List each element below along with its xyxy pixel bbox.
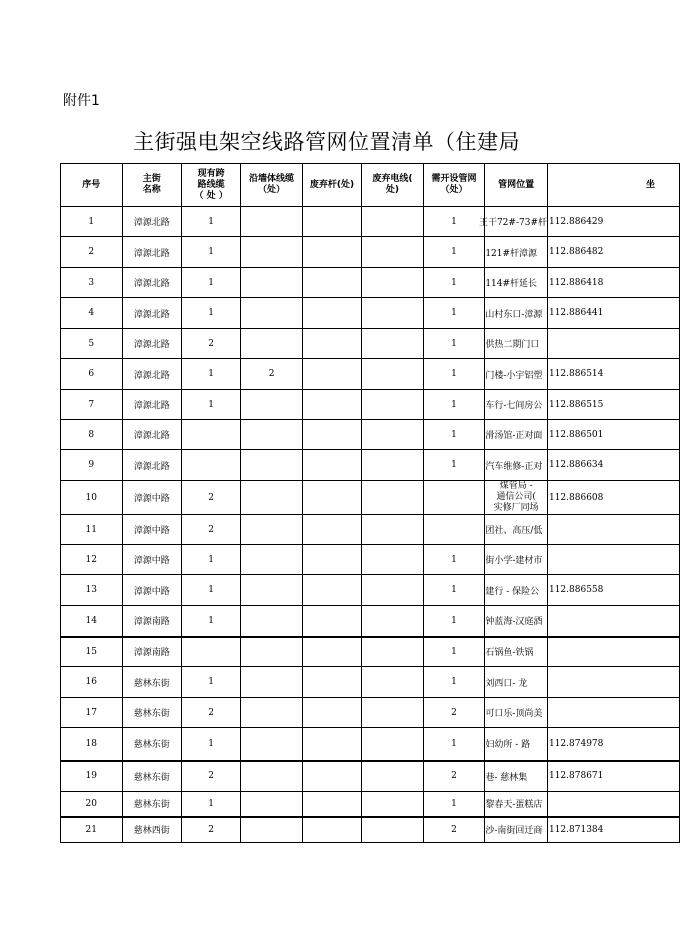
header-pipe-location: 管网位置 xyxy=(485,164,548,207)
cell-abandoned-wires xyxy=(362,667,424,698)
table-row xyxy=(61,450,680,481)
cell-coordinates: 112.886558 xyxy=(547,575,679,606)
cell-pipe-location: 供热二期门口 xyxy=(485,329,548,359)
cell-wall-cables xyxy=(241,298,303,329)
cell-abandoned-wires xyxy=(362,761,424,792)
cell-serial: 19 xyxy=(61,761,123,792)
cell-wall-cables xyxy=(241,268,303,298)
cell-coordinates: 112.886418 xyxy=(547,268,679,298)
cell-abandoned-wires xyxy=(362,450,424,481)
cell-pipe-location: 滑汤馆-正对面 xyxy=(485,420,548,450)
cell-pipes-needed: 1 xyxy=(423,667,485,698)
cell-abandoned-poles xyxy=(302,761,361,792)
cell-pipe-location: 山村东口-漳源 xyxy=(485,298,548,329)
cell-pipes-needed: 1 xyxy=(423,606,485,637)
cell-street: 漳源中路 xyxy=(122,545,181,575)
cell-abandoned-poles xyxy=(302,698,361,728)
cell-pipe-location: 钟蓝海-汉庭酒 xyxy=(485,606,548,637)
header-serial: 序号 xyxy=(61,164,123,207)
cell-serial: 16 xyxy=(61,667,123,698)
header-pipes-needed: 需开设管网 （处） xyxy=(423,164,485,207)
cell-wall-cables xyxy=(241,329,303,359)
cell-coordinates: 112.886515 xyxy=(547,390,679,420)
cell-wall-cables xyxy=(241,207,303,237)
cell-abandoned-poles xyxy=(302,545,361,575)
cell-abandoned-poles xyxy=(302,450,361,481)
cell-cross-cables: 1 xyxy=(181,728,240,761)
cell-abandoned-poles xyxy=(302,728,361,761)
cell-abandoned-poles xyxy=(302,329,361,359)
header-row xyxy=(61,164,680,207)
cell-wall-cables xyxy=(241,575,303,606)
cell-pipe-location: 可口乐-顶尚美 xyxy=(485,698,548,728)
cell-serial: 1 xyxy=(61,207,123,237)
cell-wall-cables xyxy=(241,545,303,575)
cell-cross-cables: 1 xyxy=(181,390,240,420)
cell-street: 漳源南路 xyxy=(122,606,181,637)
cell-wall-cables xyxy=(241,515,303,545)
table-row xyxy=(61,575,680,606)
cell-street: 漳源北路 xyxy=(122,390,181,420)
cell-coordinates xyxy=(547,515,679,545)
header-street: 主街 名称 xyxy=(122,164,181,207)
cell-abandoned-poles xyxy=(302,390,361,420)
cell-serial: 4 xyxy=(61,298,123,329)
cell-pipes-needed: 1 xyxy=(423,237,485,268)
table-row xyxy=(61,817,680,843)
cell-cross-cables: 1 xyxy=(181,545,240,575)
cell-street: 漳源北路 xyxy=(122,450,181,481)
cell-coordinates: 112.886608 xyxy=(547,481,679,515)
cell-coordinates xyxy=(547,792,679,817)
cell-cross-cables: 1 xyxy=(181,575,240,606)
cell-cross-cables: 1 xyxy=(181,606,240,637)
cell-pipe-location: 街小学-建材市 xyxy=(485,545,548,575)
cell-cross-cables: 1 xyxy=(181,268,240,298)
cell-cross-cables: 2 xyxy=(181,329,240,359)
cell-pipes-needed: 1 xyxy=(423,792,485,817)
table-row xyxy=(61,515,680,545)
cell-serial: 5 xyxy=(61,329,123,359)
attachment-label: 附件1 xyxy=(63,93,100,109)
cell-pipe-location: 石锅鱼-铁锅 xyxy=(485,637,548,667)
cell-street: 漳源北路 xyxy=(122,237,181,268)
cell-coordinates: 112.886514 xyxy=(547,359,679,390)
cell-pipe-location: 121#杆漳源 xyxy=(485,237,548,268)
table-row xyxy=(61,606,680,637)
cell-abandoned-wires xyxy=(362,606,424,637)
document-title: 主街强电架空线路管网位置清单（住建局 xyxy=(133,130,520,154)
cell-street: 慈林东街 xyxy=(122,667,181,698)
cell-wall-cables xyxy=(241,420,303,450)
cell-pipes-needed: 1 xyxy=(423,359,485,390)
cell-wall-cables: 2 xyxy=(241,359,303,390)
cell-pipe-location: 门楼-小宇铝塑 xyxy=(485,359,548,390)
cell-pipe-location: 煤管局 - 通信公司( 实修厂同场 xyxy=(485,481,548,515)
cell-wall-cables xyxy=(241,606,303,637)
cell-coordinates: 112.878671 xyxy=(547,761,679,792)
cell-pipes-needed: 2 xyxy=(423,698,485,728)
cell-coordinates: 112.886482 xyxy=(547,237,679,268)
cell-coordinates xyxy=(547,545,679,575)
cell-street: 慈林东街 xyxy=(122,792,181,817)
table-row xyxy=(61,637,680,667)
cell-wall-cables xyxy=(241,390,303,420)
cell-abandoned-wires xyxy=(362,359,424,390)
cell-abandoned-wires xyxy=(362,420,424,450)
cell-wall-cables xyxy=(241,481,303,515)
cell-abandoned-poles xyxy=(302,575,361,606)
cell-abandoned-wires xyxy=(362,207,424,237)
cell-street: 漳源北路 xyxy=(122,207,181,237)
cell-abandoned-wires xyxy=(362,268,424,298)
header-cross-cables: 现有跨 路线缆 （ 处 ） xyxy=(181,164,240,207)
cell-abandoned-poles xyxy=(302,359,361,390)
cell-abandoned-wires xyxy=(362,481,424,515)
table-row xyxy=(61,698,680,728)
cell-abandoned-wires xyxy=(362,515,424,545)
cell-street: 漳源北路 xyxy=(122,359,181,390)
cell-abandoned-wires xyxy=(362,792,424,817)
inventory-sheet xyxy=(60,163,655,840)
table-row xyxy=(61,268,680,298)
table-row xyxy=(61,667,680,698)
cell-abandoned-wires xyxy=(362,329,424,359)
cell-abandoned-wires xyxy=(362,298,424,329)
cell-wall-cables xyxy=(241,761,303,792)
cell-pipes-needed: 1 xyxy=(423,637,485,667)
cell-coordinates xyxy=(547,667,679,698)
cell-coordinates xyxy=(547,606,679,637)
cell-street: 慈林西街 xyxy=(122,817,181,843)
cell-pipe-location: 114#杆延长 xyxy=(485,268,548,298)
cell-coordinates xyxy=(547,329,679,359)
cell-abandoned-poles xyxy=(302,268,361,298)
header-abandoned-wires: 废弃电线( 处) xyxy=(362,164,424,207)
cell-abandoned-poles xyxy=(302,207,361,237)
cell-serial: 21 xyxy=(61,817,123,843)
cell-cross-cables: 1 xyxy=(181,207,240,237)
cell-pipes-needed xyxy=(423,481,485,515)
cell-wall-cables xyxy=(241,792,303,817)
cell-pipes-needed: 1 xyxy=(423,728,485,761)
cell-cross-cables: 2 xyxy=(181,515,240,545)
cell-coordinates: 112.886501 xyxy=(547,420,679,450)
cell-street: 漳源北路 xyxy=(122,268,181,298)
cell-pipes-needed: 1 xyxy=(423,390,485,420)
cell-serial: 15 xyxy=(61,637,123,667)
cell-abandoned-poles xyxy=(302,817,361,843)
cell-street: 漳源北路 xyxy=(122,298,181,329)
cell-abandoned-wires xyxy=(362,575,424,606)
cell-street: 漳源南路 xyxy=(122,637,181,667)
cell-coordinates xyxy=(547,637,679,667)
cell-street: 慈林东街 xyxy=(122,698,181,728)
cell-serial: 13 xyxy=(61,575,123,606)
cell-serial: 9 xyxy=(61,450,123,481)
cell-pipe-location: 汽车维修-正对 xyxy=(485,450,548,481)
table-row xyxy=(61,545,680,575)
cell-abandoned-wires xyxy=(362,237,424,268)
cell-serial: 12 xyxy=(61,545,123,575)
table-row xyxy=(61,420,680,450)
cell-abandoned-poles xyxy=(302,481,361,515)
cell-pipes-needed: 1 xyxy=(423,420,485,450)
cell-coordinates: 112.886441 xyxy=(547,298,679,329)
cell-pipe-location: 王干72#-73#杆 xyxy=(485,207,548,237)
inventory-table xyxy=(60,163,680,843)
cell-cross-cables xyxy=(181,420,240,450)
cell-cross-cables: 1 xyxy=(181,667,240,698)
cell-cross-cables: 2 xyxy=(181,761,240,792)
cell-serial: 7 xyxy=(61,390,123,420)
header-wall-cables: 沿墙体线缆 （处） xyxy=(241,164,303,207)
cell-cross-cables xyxy=(181,450,240,481)
cell-cross-cables: 1 xyxy=(181,792,240,817)
cell-pipe-location: 车行-七间房公 xyxy=(485,390,548,420)
table-row xyxy=(61,728,680,761)
cell-coordinates: 112.886429 xyxy=(547,207,679,237)
cell-abandoned-poles xyxy=(302,606,361,637)
cell-coordinates: 112.886634 xyxy=(547,450,679,481)
header-abandoned-poles: 废弃杆(处) xyxy=(302,164,361,207)
cell-serial: 18 xyxy=(61,728,123,761)
cell-street: 漳源中路 xyxy=(122,481,181,515)
table-row xyxy=(61,237,680,268)
table-row xyxy=(61,390,680,420)
cell-street: 慈林东街 xyxy=(122,761,181,792)
cell-cross-cables xyxy=(181,637,240,667)
cell-serial: 6 xyxy=(61,359,123,390)
cell-pipes-needed: 1 xyxy=(423,329,485,359)
table-row xyxy=(61,792,680,817)
cell-cross-cables: 2 xyxy=(181,817,240,843)
cell-serial: 3 xyxy=(61,268,123,298)
cell-wall-cables xyxy=(241,817,303,843)
cell-street: 漳源中路 xyxy=(122,575,181,606)
table-row xyxy=(61,761,680,792)
cell-pipes-needed: 1 xyxy=(423,450,485,481)
cell-abandoned-wires xyxy=(362,637,424,667)
cell-serial: 2 xyxy=(61,237,123,268)
cell-wall-cables xyxy=(241,728,303,761)
table-row xyxy=(61,359,680,390)
cell-abandoned-wires xyxy=(362,390,424,420)
cell-pipes-needed: 1 xyxy=(423,268,485,298)
table-row xyxy=(61,207,680,237)
cell-abandoned-poles xyxy=(302,298,361,329)
cell-pipes-needed: 1 xyxy=(423,545,485,575)
cell-abandoned-wires xyxy=(362,817,424,843)
cell-wall-cables xyxy=(241,237,303,268)
cell-street: 慈林东街 xyxy=(122,728,181,761)
cell-wall-cables xyxy=(241,698,303,728)
cell-pipe-location: 妇幼所 - 路 xyxy=(485,728,548,761)
cell-abandoned-wires xyxy=(362,728,424,761)
cell-cross-cables: 2 xyxy=(181,698,240,728)
cell-abandoned-wires xyxy=(362,545,424,575)
cell-cross-cables: 2 xyxy=(181,481,240,515)
cell-serial: 17 xyxy=(61,698,123,728)
cell-abandoned-poles xyxy=(302,420,361,450)
cell-abandoned-poles xyxy=(302,515,361,545)
cell-pipe-location: 建行 - 保险公 xyxy=(485,575,548,606)
cell-pipes-needed: 2 xyxy=(423,761,485,792)
cell-pipes-needed: 1 xyxy=(423,298,485,329)
cell-abandoned-poles xyxy=(302,792,361,817)
cell-pipe-location: 沙-南街回迁商 xyxy=(485,817,548,843)
cell-cross-cables: 1 xyxy=(181,298,240,329)
table-row xyxy=(61,481,680,515)
cell-wall-cables xyxy=(241,450,303,481)
cell-abandoned-poles xyxy=(302,637,361,667)
table-row xyxy=(61,329,680,359)
cell-cross-cables: 1 xyxy=(181,359,240,390)
table-row xyxy=(61,298,680,329)
cell-serial: 20 xyxy=(61,792,123,817)
cell-coordinates xyxy=(547,698,679,728)
cell-serial: 8 xyxy=(61,420,123,450)
cell-abandoned-poles xyxy=(302,237,361,268)
cell-pipe-location: 团社、高压/低 xyxy=(485,515,548,545)
cell-pipes-needed: 1 xyxy=(423,207,485,237)
cell-pipe-location: 刘西口- 龙 xyxy=(485,667,548,698)
cell-serial: 10 xyxy=(61,481,123,515)
cell-coordinates: 112.874978 xyxy=(547,728,679,761)
cell-abandoned-poles xyxy=(302,667,361,698)
cell-cross-cables: 1 xyxy=(181,237,240,268)
cell-pipes-needed: 1 xyxy=(423,575,485,606)
cell-street: 漳源北路 xyxy=(122,420,181,450)
header-coordinates: 坐 xyxy=(547,164,679,207)
cell-wall-cables xyxy=(241,637,303,667)
cell-pipe-location: 巷- 慈林集 xyxy=(485,761,548,792)
cell-street: 漳源北路 xyxy=(122,329,181,359)
cell-serial: 14 xyxy=(61,606,123,637)
cell-serial: 11 xyxy=(61,515,123,545)
cell-wall-cables xyxy=(241,667,303,698)
cell-street: 漳源中路 xyxy=(122,515,181,545)
cell-coordinates: 112.871384 xyxy=(547,817,679,843)
cell-abandoned-wires xyxy=(362,698,424,728)
cell-pipes-needed xyxy=(423,515,485,545)
cell-pipe-location: 黎春天-蛋糕店 xyxy=(485,792,548,817)
cell-pipes-needed: 2 xyxy=(423,817,485,843)
